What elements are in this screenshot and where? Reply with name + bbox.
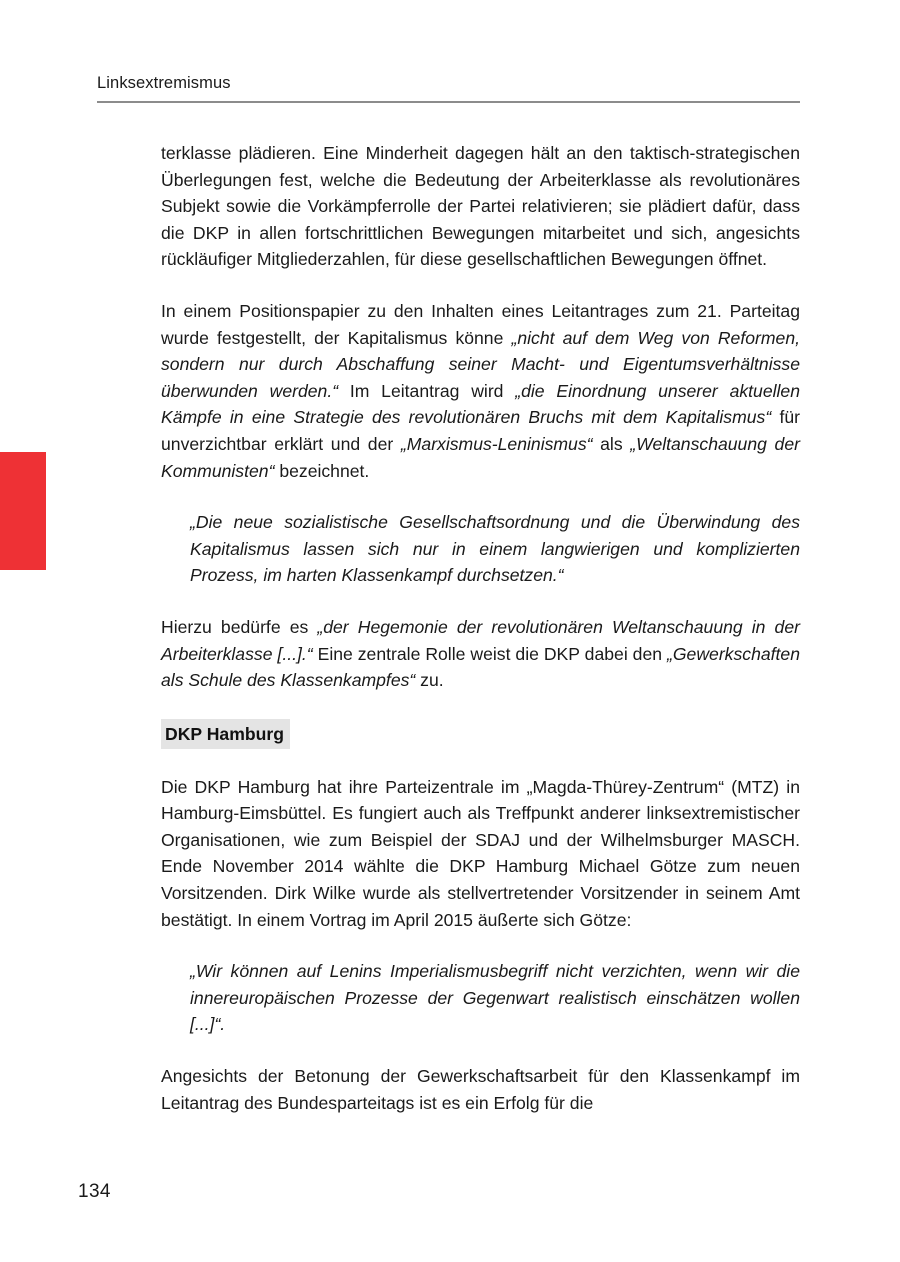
block-quote-lenin: „Wir können auf Lenins Imperialismusbegriff nicht verzichten, wenn wir die innereuropäischen Prozesse der Gegenwart realistisch einschätzen wollen [...]“. [190, 961, 800, 1035]
text-run: für unverzichtbar erklärt und der [161, 407, 800, 454]
paragraph-hegemonie [161, 614, 800, 694]
quoted-text: „Marxismus-Leninismus“ [400, 433, 593, 454]
text-run: Im Leitantrag wird [338, 380, 516, 401]
chapter-thumb-index-tab [0, 452, 46, 570]
paragraph-positionspapier [161, 298, 800, 484]
quoted-text: „Weltanschauung der Kommunisten“ [161, 433, 800, 481]
subheading-dkp-hamburg: DKP Hamburg [161, 719, 290, 749]
quoted-text: „der Hegemonie der revolutionären Weltanschauung in der Arbeiterklasse [...].“ [161, 616, 800, 664]
text-run: zu. [415, 670, 444, 691]
running-head [97, 72, 800, 103]
quoted-text: „die Einordnung unserer aktuellen Kämpfe in eine Strategie des revolutionären Bruchs mit dem Kapitalismus“ [161, 380, 800, 428]
paragraph-continued: terklasse plädieren. Eine Minderheit dagegen hält an den taktisch-strategischen Überlegungen fest, welche die Bedeutung der Arbeiterklasse als revolutionäres Subjekt sowie die Vorkämpferrolle der Partei relativieren; sie plädiert dafür, dass die DKP in allen fortschrittlichen Bewegungen mitarbeitet und sich, angesichts rückläufiger Mitgliederzahlen, für diese gesellschaftlichen Bewegungen öffnet. [161, 143, 800, 270]
text-run: Hierzu bedürfe es [161, 616, 318, 637]
text-run: als [592, 433, 631, 454]
text-column [161, 140, 800, 1116]
paragraph-dkp-hamburg: Die DKP Hamburg hat ihre Parteizentrale im „Magda-Thürey-Zentrum“ (MTZ) in Hamburg-Eimsbüttel. Es fungiert auch als Treffpunkt anderer linksextremistischer Organisationen, wie zum Beispiel der SDAJ und der Wilhelmsburger MASCH. Ende November 2014 wählte die DKP Hamburg Michael Götze zum neuen Vorsitzenden. Dirk Wilke wurde als stellvertretender Vorsitzender in seinem Amt bestätigt. In einem Vortrag im April 2015 äußerte sich Götze: [161, 776, 800, 930]
subheading-block [161, 719, 800, 749]
block-quote-gesellschaftsordnung: „Die neue sozialistische Gesellschaftsordnung und die Überwindung des Kapitalismus lassen sich nur in einem langwierigen und komplizierten Prozess, im harten Klassenkampf durchsetzen.“ [190, 512, 800, 586]
quoted-text: „Gewerkschaften als Schule des Klassenkampfes“ [161, 643, 800, 691]
paragraph-gewerkschaftsarbeit: Angesichts der Betonung der Gewerkschaftsarbeit für den Klassenkampf im Leitantrag des Bundesparteitags ist es ein Erfolg für die [161, 1066, 800, 1113]
running-head-title: Linksextremismus [97, 74, 231, 92]
header-rule [97, 101, 800, 103]
page-number: 134 [78, 1181, 111, 1202]
text-run: In einem Positionspapier zu den Inhalten eines Leitantrages zum 21. Parteitag wurde festgestellt, der Kapitalismus könne [161, 300, 800, 348]
quoted-text: „nicht auf dem Weg von Reformen, sondern nur durch Abschaffung seiner Macht- und Eigentumsverhältnisse überwunden werden.“ [161, 327, 800, 401]
text-run: Eine zentrale Rolle weist die DKP dabei den [312, 643, 667, 664]
text-run: bezeichnet. [274, 460, 370, 481]
